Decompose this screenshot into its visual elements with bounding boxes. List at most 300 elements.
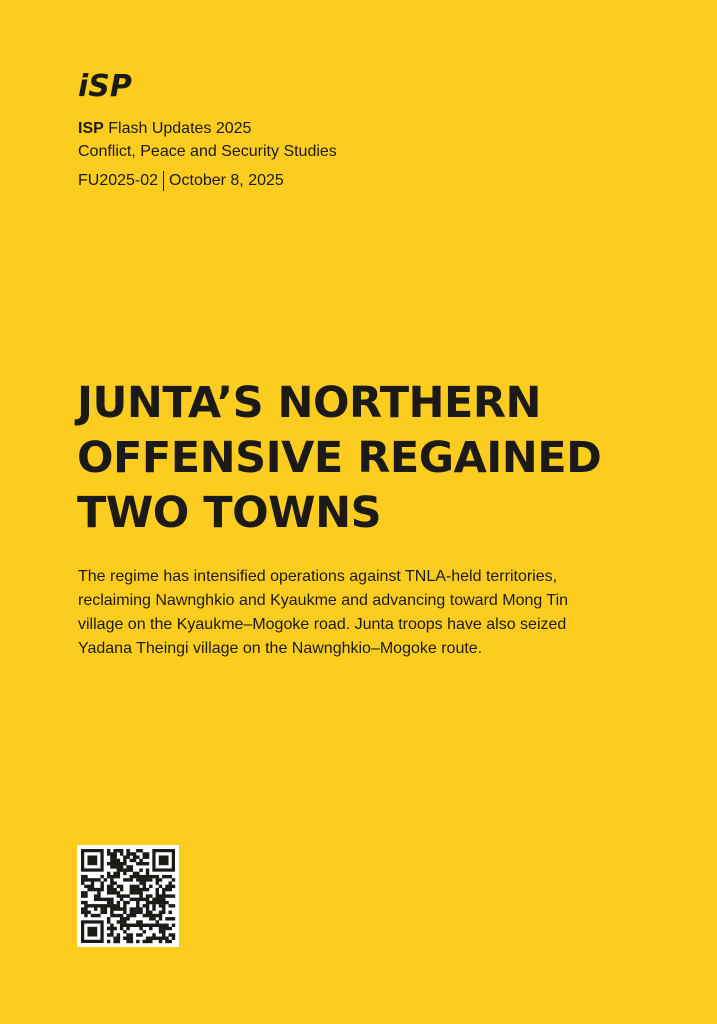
qr-module: [130, 891, 133, 894]
qr-finder-inner: [159, 855, 169, 865]
qr-code-graphic: [77, 845, 179, 947]
qr-module: [162, 891, 165, 894]
qr-module: [133, 888, 136, 891]
qr-module: [133, 907, 136, 910]
qr-module: [113, 927, 116, 930]
qr-module: [126, 855, 129, 858]
isp-logo-mark: [78, 64, 166, 104]
qr-module: [172, 937, 175, 940]
qr-module: [143, 898, 146, 901]
qr-module: [133, 911, 136, 914]
qr-module: [117, 868, 120, 871]
series-line: [78, 117, 638, 140]
qr-module: [126, 917, 129, 920]
qr-module: [126, 924, 129, 927]
series-name: Flash Updates 2025: [108, 120, 252, 137]
qr-module: [113, 865, 116, 868]
qr-module: [169, 875, 172, 878]
qr-module: [156, 881, 159, 884]
id-date-divider: [163, 171, 164, 191]
qr-module: [123, 859, 126, 862]
summary-line: Yadana Theingi village on the Nawnghkio–Mogoke route.: [78, 640, 483, 657]
qr-module: [110, 930, 113, 933]
qr-module: [113, 872, 116, 875]
qr-module: [107, 920, 110, 923]
qr-module: [94, 888, 97, 891]
qr-module: [100, 881, 103, 884]
qr-module: [130, 898, 133, 901]
qr-module: [100, 875, 103, 878]
qr-module: [139, 933, 142, 936]
qr-module: [100, 888, 103, 891]
qr-module: [159, 878, 162, 881]
qr-module: [149, 937, 152, 940]
qr-module: [162, 875, 165, 878]
qr-module: [159, 914, 162, 917]
qr-module: [146, 852, 149, 855]
qr-module: [110, 888, 113, 891]
qr-module: [133, 859, 136, 862]
qr-module: [113, 914, 116, 917]
qr-module: [94, 907, 97, 910]
headline: [77, 376, 677, 541]
qr-module: [94, 894, 97, 897]
qr-module: [136, 849, 139, 852]
qr-module: [84, 911, 87, 914]
qr-module: [117, 937, 120, 940]
qr-module: [149, 914, 152, 917]
qr-module: [130, 875, 133, 878]
qr-module: [143, 930, 146, 933]
qr-module: [172, 878, 175, 881]
qr-module: [130, 914, 133, 917]
qr-module: [146, 872, 149, 875]
qr-module: [120, 849, 123, 852]
qr-module: [120, 865, 123, 868]
qr-finder-inner: [87, 927, 97, 937]
qr-module: [113, 852, 116, 855]
qr-module: [130, 878, 133, 881]
qr-module: [117, 849, 120, 852]
publication-id-row: [78, 170, 638, 192]
qr-module: [126, 914, 129, 917]
qr-module: [120, 907, 123, 910]
qr-module: [117, 933, 120, 936]
qr-module: [97, 904, 100, 907]
qr-module: [117, 865, 120, 868]
qr-module: [123, 917, 126, 920]
qr-module: [146, 907, 149, 910]
qr-module: [149, 924, 152, 927]
qr-module: [159, 898, 162, 901]
qr-module: [126, 894, 129, 897]
qr-module: [139, 924, 142, 927]
qr-module: [146, 904, 149, 907]
publication-id: FU2025-02: [78, 172, 159, 189]
qr-module: [123, 878, 126, 881]
qr-module: [126, 940, 129, 943]
qr-module: [84, 891, 87, 894]
qr-module: [84, 907, 87, 910]
qr-module: [87, 911, 90, 914]
qr-module: [113, 907, 116, 910]
qr-module: [100, 911, 103, 914]
qr-module: [113, 855, 116, 858]
qr-module: [136, 920, 139, 923]
qr-module: [110, 865, 113, 868]
qr-module: [130, 868, 133, 871]
qr-module: [136, 940, 139, 943]
qr-module: [139, 868, 142, 871]
qr-module: [139, 875, 142, 878]
qr-module: [120, 920, 123, 923]
qr-module: [165, 901, 168, 904]
qr-module: [130, 924, 133, 927]
qr-module: [117, 894, 120, 897]
qr-module: [84, 885, 87, 888]
qr-module: [84, 894, 87, 897]
qr-module: [97, 914, 100, 917]
qr-module: [81, 894, 84, 897]
qr-module: [172, 917, 175, 920]
qr-module: [110, 859, 113, 862]
headline-line: OFFENSIVE REGAINED: [77, 433, 602, 483]
qr-module: [126, 933, 129, 936]
qr-module: [136, 885, 139, 888]
qr-module: [117, 885, 120, 888]
headline-line: JUNTA’S NORTHERN: [77, 378, 542, 428]
qr-module: [113, 881, 116, 884]
qr-module: [136, 878, 139, 881]
qr-module: [126, 937, 129, 940]
qr-module: [165, 927, 168, 930]
qr-module: [104, 907, 107, 910]
qr-module: [107, 852, 110, 855]
qr-module: [162, 898, 165, 901]
qr-module: [143, 881, 146, 884]
qr-module: [152, 924, 155, 927]
qr-module: [81, 878, 84, 881]
qr-module: [110, 862, 113, 865]
qr-module: [126, 849, 129, 852]
qr-module: [84, 875, 87, 878]
qr-module: [126, 868, 129, 871]
qr-module: [156, 901, 159, 904]
qr-module: [107, 872, 110, 875]
qr-module: [84, 914, 87, 917]
qr-module: [126, 865, 129, 868]
qr-module: [117, 914, 120, 917]
qr-module: [169, 888, 172, 891]
qr-module: [110, 881, 113, 884]
qr-module: [94, 898, 97, 901]
qr-module: [130, 937, 133, 940]
qr-module: [162, 937, 165, 940]
summary-line: village on the Kyaukme–Mogoke road. Junta troops have also seized: [78, 616, 567, 633]
qr-module: [136, 891, 139, 894]
qr-module: [110, 878, 113, 881]
qr-module: [110, 875, 113, 878]
qr-module: [146, 855, 149, 858]
qr-module: [146, 940, 149, 943]
qr-module: [120, 862, 123, 865]
qr-module: [169, 885, 172, 888]
qr-module: [143, 924, 146, 927]
qr-module: [81, 891, 84, 894]
qr-module: [152, 907, 155, 910]
qr-module: [136, 924, 139, 927]
qr-module: [159, 927, 162, 930]
qr-module: [107, 901, 110, 904]
qr-module: [159, 894, 162, 897]
qr-module: [162, 904, 165, 907]
qr-module: [133, 852, 136, 855]
qr-code-icon[interactable]: [77, 845, 179, 947]
qr-module: [156, 878, 159, 881]
qr-module: [146, 914, 149, 917]
qr-module: [107, 904, 110, 907]
qr-module: [130, 859, 133, 862]
qr-module: [159, 940, 162, 943]
qr-module: [136, 855, 139, 858]
qr-module: [139, 894, 142, 897]
qr-module: [143, 878, 146, 881]
summary-paragraph: [78, 565, 658, 661]
qr-module: [107, 885, 110, 888]
qr-module: [146, 888, 149, 891]
publication-meta: [78, 117, 638, 192]
qr-module: [130, 907, 133, 910]
qr-module: [87, 888, 90, 891]
qr-module: [152, 914, 155, 917]
qr-module: [113, 940, 116, 943]
isp-logo-wordmark: iSP: [78, 69, 132, 104]
qr-module: [143, 914, 146, 917]
qr-module: [152, 898, 155, 901]
qr-module: [110, 933, 113, 936]
qr-module: [97, 891, 100, 894]
qr-module: [146, 878, 149, 881]
qr-module: [139, 888, 142, 891]
qr-module: [104, 911, 107, 914]
qr-module: [117, 940, 120, 943]
qr-module: [139, 898, 142, 901]
qr-module: [84, 904, 87, 907]
qr-module: [162, 901, 165, 904]
qr-module: [149, 875, 152, 878]
qr-module: [87, 878, 90, 881]
qr-module: [159, 917, 162, 920]
qr-module: [123, 930, 126, 933]
qr-module: [146, 901, 149, 904]
qr-module: [117, 872, 120, 875]
qr-module: [136, 875, 139, 878]
qr-module: [110, 891, 113, 894]
qr-module: [123, 904, 126, 907]
qr-module: [133, 914, 136, 917]
qr-module: [120, 927, 123, 930]
qr-module: [169, 904, 172, 907]
qr-module: [130, 911, 133, 914]
qr-module: [91, 878, 94, 881]
qr-module: [159, 911, 162, 914]
qr-module: [97, 888, 100, 891]
qr-module: [117, 920, 120, 923]
qr-module: [123, 862, 126, 865]
qr-module: [117, 859, 120, 862]
program-name: Conflict, Peace and Security Studies: [78, 143, 337, 160]
qr-module: [139, 927, 142, 930]
qr-module: [123, 911, 126, 914]
qr-module: [159, 904, 162, 907]
headline-line: TWO TOWNS: [77, 488, 382, 538]
qr-module: [143, 852, 146, 855]
qr-module: [110, 901, 113, 904]
qr-module: [149, 878, 152, 881]
qr-module: [123, 894, 126, 897]
qr-module: [139, 907, 142, 910]
qr-module: [156, 937, 159, 940]
qr-module: [156, 898, 159, 901]
qr-module: [156, 924, 159, 927]
qr-module: [94, 878, 97, 881]
qr-module: [165, 917, 168, 920]
qr-module: [159, 930, 162, 933]
qr-module: [172, 924, 175, 927]
qr-module: [152, 904, 155, 907]
qr-module: [113, 891, 116, 894]
qr-module: [156, 888, 159, 891]
qr-module: [91, 885, 94, 888]
qr-module: [133, 898, 136, 901]
qr-module: [139, 911, 142, 914]
qr-module: [81, 881, 84, 884]
qr-module: [107, 940, 110, 943]
qr-module: [162, 930, 165, 933]
qr-module: [172, 894, 175, 897]
qr-module: [146, 924, 149, 927]
qr-module: [126, 927, 129, 930]
qr-module: [162, 888, 165, 891]
qr-module: [156, 891, 159, 894]
qr-module: [136, 933, 139, 936]
qr-module: [123, 907, 126, 910]
qr-module: [152, 937, 155, 940]
qr-module: [156, 875, 159, 878]
qr-module: [107, 888, 110, 891]
qr-module: [100, 885, 103, 888]
qr-module: [162, 911, 165, 914]
qr-module: [81, 901, 84, 904]
qr-module: [159, 924, 162, 927]
qr-module: [110, 914, 113, 917]
qr-module: [84, 901, 87, 904]
qr-module: [107, 862, 110, 865]
qr-module: [110, 904, 113, 907]
qr-module: [143, 855, 146, 858]
summary-line: reclaiming Nawnghkio and Kyaukme and advancing toward Mong Tin: [78, 592, 569, 609]
qr-module: [91, 888, 94, 891]
qr-module: [133, 885, 136, 888]
qr-module: [117, 891, 120, 894]
qr-module: [146, 937, 149, 940]
qr-module: [117, 901, 120, 904]
qr-module: [123, 924, 126, 927]
qr-module: [165, 885, 168, 888]
qr-module: [94, 914, 97, 917]
qr-module: [107, 849, 110, 852]
qr-module: [97, 898, 100, 901]
qr-module: [130, 865, 133, 868]
qr-module: [146, 875, 149, 878]
qr-module: [139, 878, 142, 881]
qr-module: [107, 875, 110, 878]
qr-module: [165, 894, 168, 897]
qr-module: [123, 920, 126, 923]
qr-module: [152, 917, 155, 920]
qr-module: [113, 862, 116, 865]
qr-module: [149, 927, 152, 930]
qr-module: [146, 862, 149, 865]
qr-module: [139, 881, 142, 884]
qr-module: [162, 924, 165, 927]
qr-module: [110, 855, 113, 858]
qr-module: [172, 885, 175, 888]
qr-module: [110, 927, 113, 930]
qr-module: [97, 894, 100, 897]
qr-module: [87, 885, 90, 888]
qr-module: [81, 907, 84, 910]
qr-module: [162, 927, 165, 930]
qr-module: [110, 898, 113, 901]
qr-module: [110, 907, 113, 910]
qr-module: [107, 898, 110, 901]
qr-module: [81, 875, 84, 878]
qr-module: [130, 933, 133, 936]
qr-module: [165, 875, 168, 878]
qr-module: [139, 862, 142, 865]
qr-module: [136, 872, 139, 875]
qr-module: [110, 852, 113, 855]
qr-module: [169, 927, 172, 930]
qr-module: [126, 878, 129, 881]
qr-module: [120, 852, 123, 855]
qr-module: [133, 855, 136, 858]
isp-logo: [78, 64, 166, 104]
qr-module: [136, 888, 139, 891]
qr-module: [130, 888, 133, 891]
qr-module: [146, 868, 149, 871]
qr-module: [120, 917, 123, 920]
qr-module: [143, 888, 146, 891]
qr-module: [149, 911, 152, 914]
qr-module: [110, 911, 113, 914]
qr-module: [143, 875, 146, 878]
qr-module: [120, 924, 123, 927]
qr-module: [133, 924, 136, 927]
qr-module: [100, 904, 103, 907]
qr-module: [113, 849, 116, 852]
qr-module: [113, 937, 116, 940]
qr-module: [126, 852, 129, 855]
qr-module: [133, 875, 136, 878]
qr-module: [104, 898, 107, 901]
qr-module: [146, 894, 149, 897]
org-short-name: ISP: [78, 120, 104, 137]
qr-module: [117, 907, 120, 910]
qr-module: [149, 885, 152, 888]
qr-module: [136, 898, 139, 901]
